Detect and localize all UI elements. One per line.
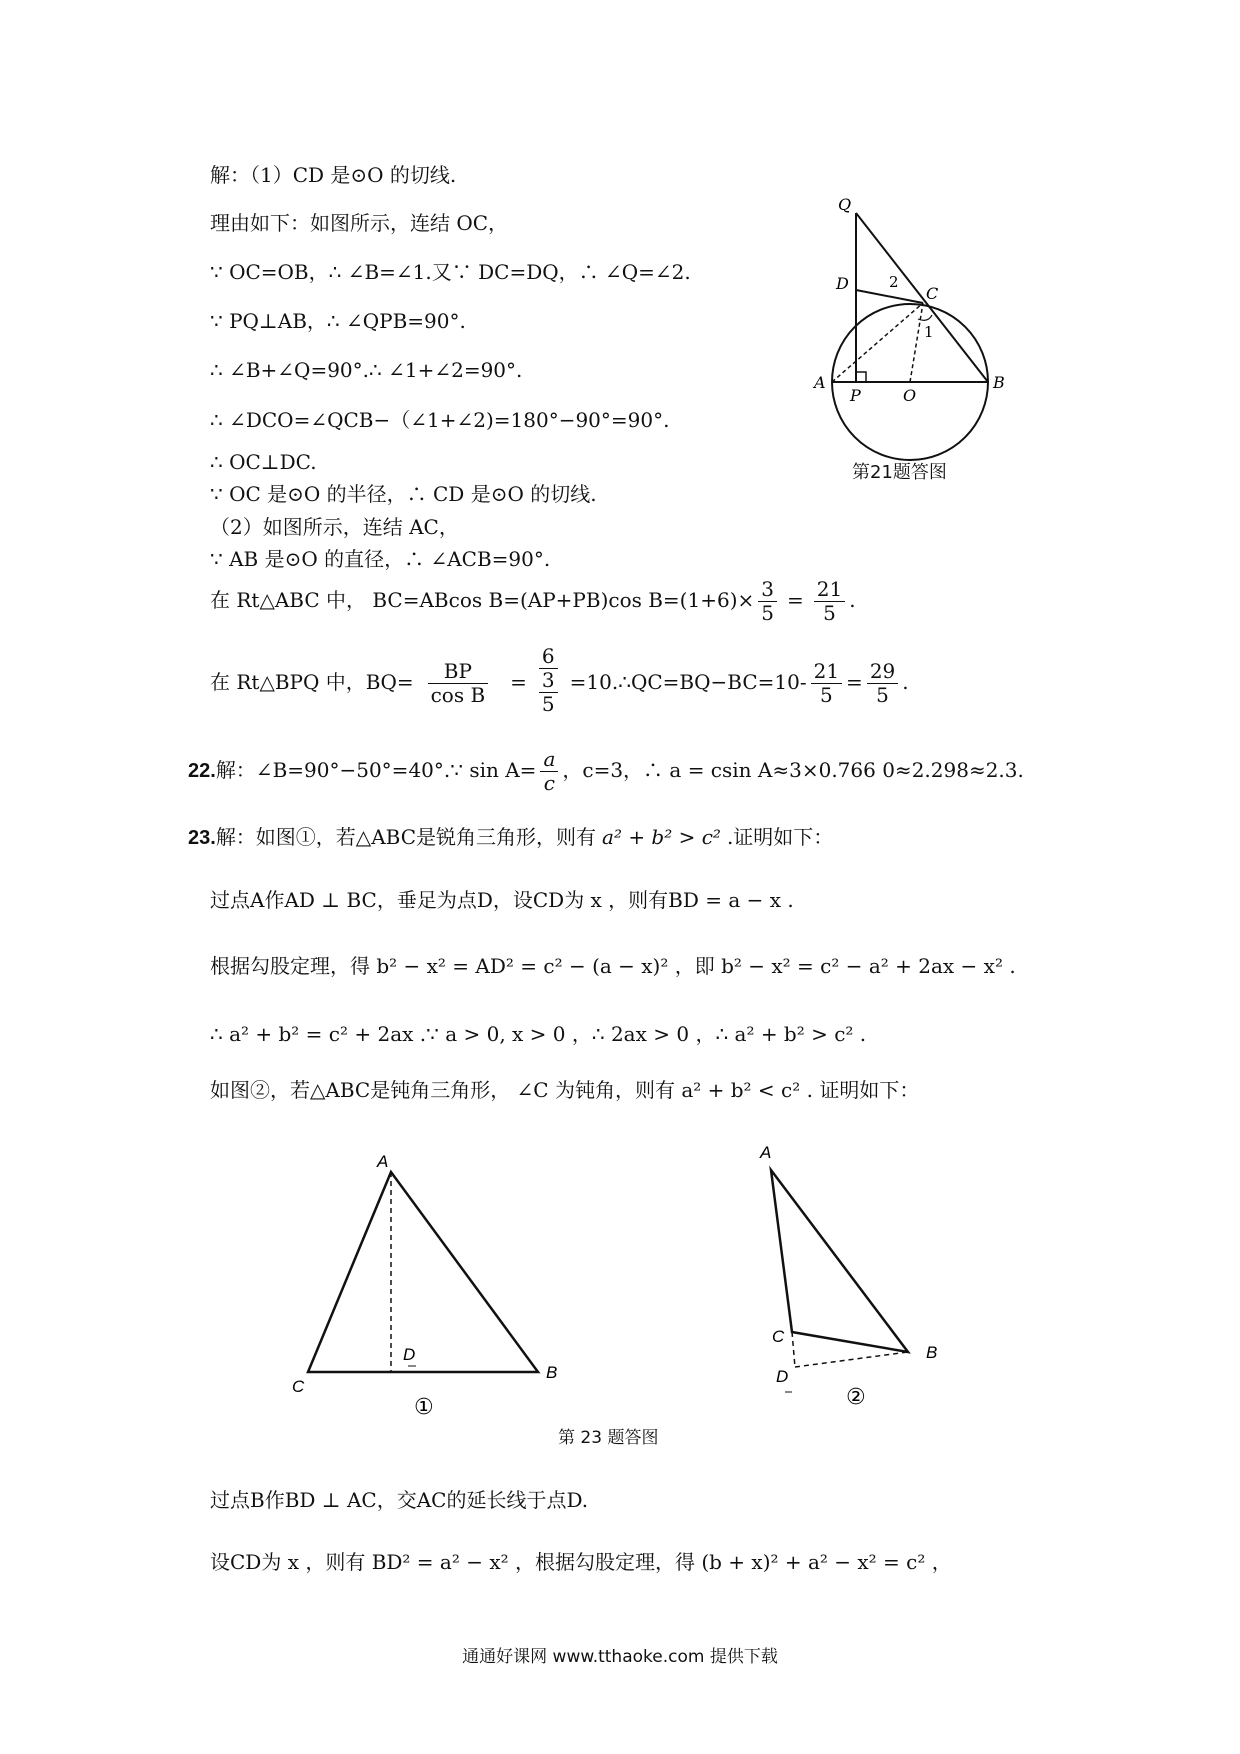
label-d: D: [403, 1345, 416, 1364]
label-b: B: [993, 373, 1005, 392]
extension-cd: [792, 1332, 795, 1367]
label-o: O: [903, 386, 917, 405]
label-2: 2: [889, 273, 899, 291]
triangle-abc-acute: [308, 1172, 538, 1372]
s23-line-4: ∴ a² + b² = c² + 2ax .∵ a > 0, x > 0 ，∴ 2ax > 0 ，∴ a² + b² > c² .: [210, 1022, 867, 1046]
label-d: D: [776, 1367, 789, 1386]
label-a: A: [814, 373, 826, 392]
label-p: P: [850, 386, 861, 405]
s21-line-3: ∵ OC=OB，∴ ∠B=∠1.又∵ DC=DQ，∴ ∠Q=∠2.: [210, 260, 691, 284]
figure-21-diagram: [800, 195, 1020, 495]
fraction-21-5: $\frac{21}{5}$: [814, 578, 845, 625]
s23-line-7: 设CD为 x ，则有 BD² = a² − x² ，根据勾股定理，得 (b + x)² + a² − x² = c² ，: [210, 1550, 952, 1574]
label-b: B: [926, 1343, 938, 1362]
s21-line-12: 在 Rt△BPQ 中，BQ= $\frac{BP}{\text{cos B}}$ = 6 3 5 =10.∴QC=BQ−BC=10- $\frac{21}{5}$ = $\frac{29}{5}$ .: [210, 644, 909, 716]
label-c: C: [772, 1327, 785, 1346]
s21-line-11-text: 在 Rt△ABC 中， BC=ABcos B=(AP+PB)cos B=(1+6)×: [210, 588, 755, 612]
s21-line-5: ∴ ∠B+∠Q=90°.∴ ∠1+∠2=90°.: [210, 358, 523, 382]
label-c: C: [926, 284, 939, 303]
perpendicular-bd: [795, 1352, 908, 1367]
line-qb: [856, 213, 988, 382]
figure-21-caption: 第21题答图: [852, 462, 947, 483]
label-d: D: [836, 274, 849, 293]
s21-line-7: ∴ OC⊥DC.: [210, 450, 317, 474]
label-a: A: [760, 1143, 772, 1162]
figure-23-diagram-2: [740, 1140, 960, 1420]
s23-line-5: 如图②，若△ABC是钝角三角形， ∠C 为钝角，则有 a² + b² < c² . 证明如下：: [210, 1078, 920, 1102]
label-c: C: [292, 1377, 305, 1396]
s21-line-11: 在 Rt△ABC 中， BC=ABcos B=(AP+PB)cos B=(1+6)× $\frac{3}{5}$ = $\frac{21}{5}$ .: [210, 577, 856, 625]
figure-23-caption: 第 23 题答图: [558, 1428, 659, 1448]
s21-line-9: （2）如图所示，连结 AC，: [210, 515, 459, 539]
s21-line-8: ∵ OC 是⊙O 的半径，∴ CD 是⊙O 的切线.: [210, 482, 597, 506]
line-dc: [856, 290, 923, 303]
figure-number-2: ②: [846, 1385, 866, 1410]
fraction-6-over-3-5: 6 3 5: [539, 645, 558, 716]
right-angle-mark: [856, 372, 866, 382]
label-1: 1: [924, 323, 934, 341]
fraction-21-5-b: $\frac{21}{5}$: [811, 660, 842, 707]
s22-text-a: 解：∠B=90°−50°=40°.∵ sin A=: [215, 758, 537, 782]
s21-line-6: ∴ ∠DCO=∠QCB−（∠1+∠2)=180°−90°=90°.: [210, 408, 670, 432]
s21-line-2: 理由如下：如图所示，连结 OC，: [210, 211, 509, 235]
triangle-abc-obtuse: [771, 1170, 908, 1352]
s23-line-1: 23.解：如图①，若△ABC是锐角三角形，则有 a² + b² > c² .证明如下：: [188, 825, 834, 849]
line-oc: [910, 303, 923, 382]
s21-line-10: ∵ AB 是⊙O 的直径，∴ ∠ACB=90°.: [210, 547, 551, 571]
fraction-3-5: $\frac{3}{5}$: [758, 578, 777, 625]
s22-text-b: ，c=3，∴ a = csin A≈3×0.766 0≈2.298≈2.3.: [562, 758, 1024, 782]
line-ac: [832, 303, 923, 382]
s21-line-1: 解：（1）CD 是⊙O 的切线.: [210, 163, 457, 187]
label-b: B: [546, 1363, 558, 1382]
s23-line-6: 过点B作BD ⊥ AC，交AC的延长线于点D.: [210, 1488, 589, 1512]
s23-line-3: 根据勾股定理，得 b² − x² = AD² = c² − (a − x)² ，即 b² − x² = c² − a² + 2ax − x² .: [210, 954, 1016, 978]
label-a: A: [377, 1152, 389, 1171]
figure-number-1: ①: [414, 1395, 434, 1420]
s22-line: [188, 748, 1024, 795]
fraction-bp-cosb: $\frac{BP}{\text{cos B}}$: [428, 660, 489, 707]
fraction-29-5: $\frac{29}{5}$: [867, 660, 898, 707]
s22-number: 22.: [188, 760, 216, 782]
s21-line-4: ∵ PQ⊥AB，∴ ∠QPB=90°.: [210, 309, 466, 333]
label-q: Q: [838, 195, 852, 214]
page-footer: 通通好课网 www.tthaoke.com 提供下载: [462, 1647, 778, 1667]
figure-23-diagram-1: [290, 1150, 580, 1430]
s21-line-12-text: 在 Rt△BPQ 中，BQ=: [210, 670, 414, 694]
s23-number: 23.: [188, 827, 216, 849]
s23-line-2: 过点A作AD ⊥ BC，垂足为点D，设CD为 x ，则有BD = a − x .: [210, 888, 794, 912]
fraction-a-c: $\frac{a}{c}$: [540, 748, 558, 795]
